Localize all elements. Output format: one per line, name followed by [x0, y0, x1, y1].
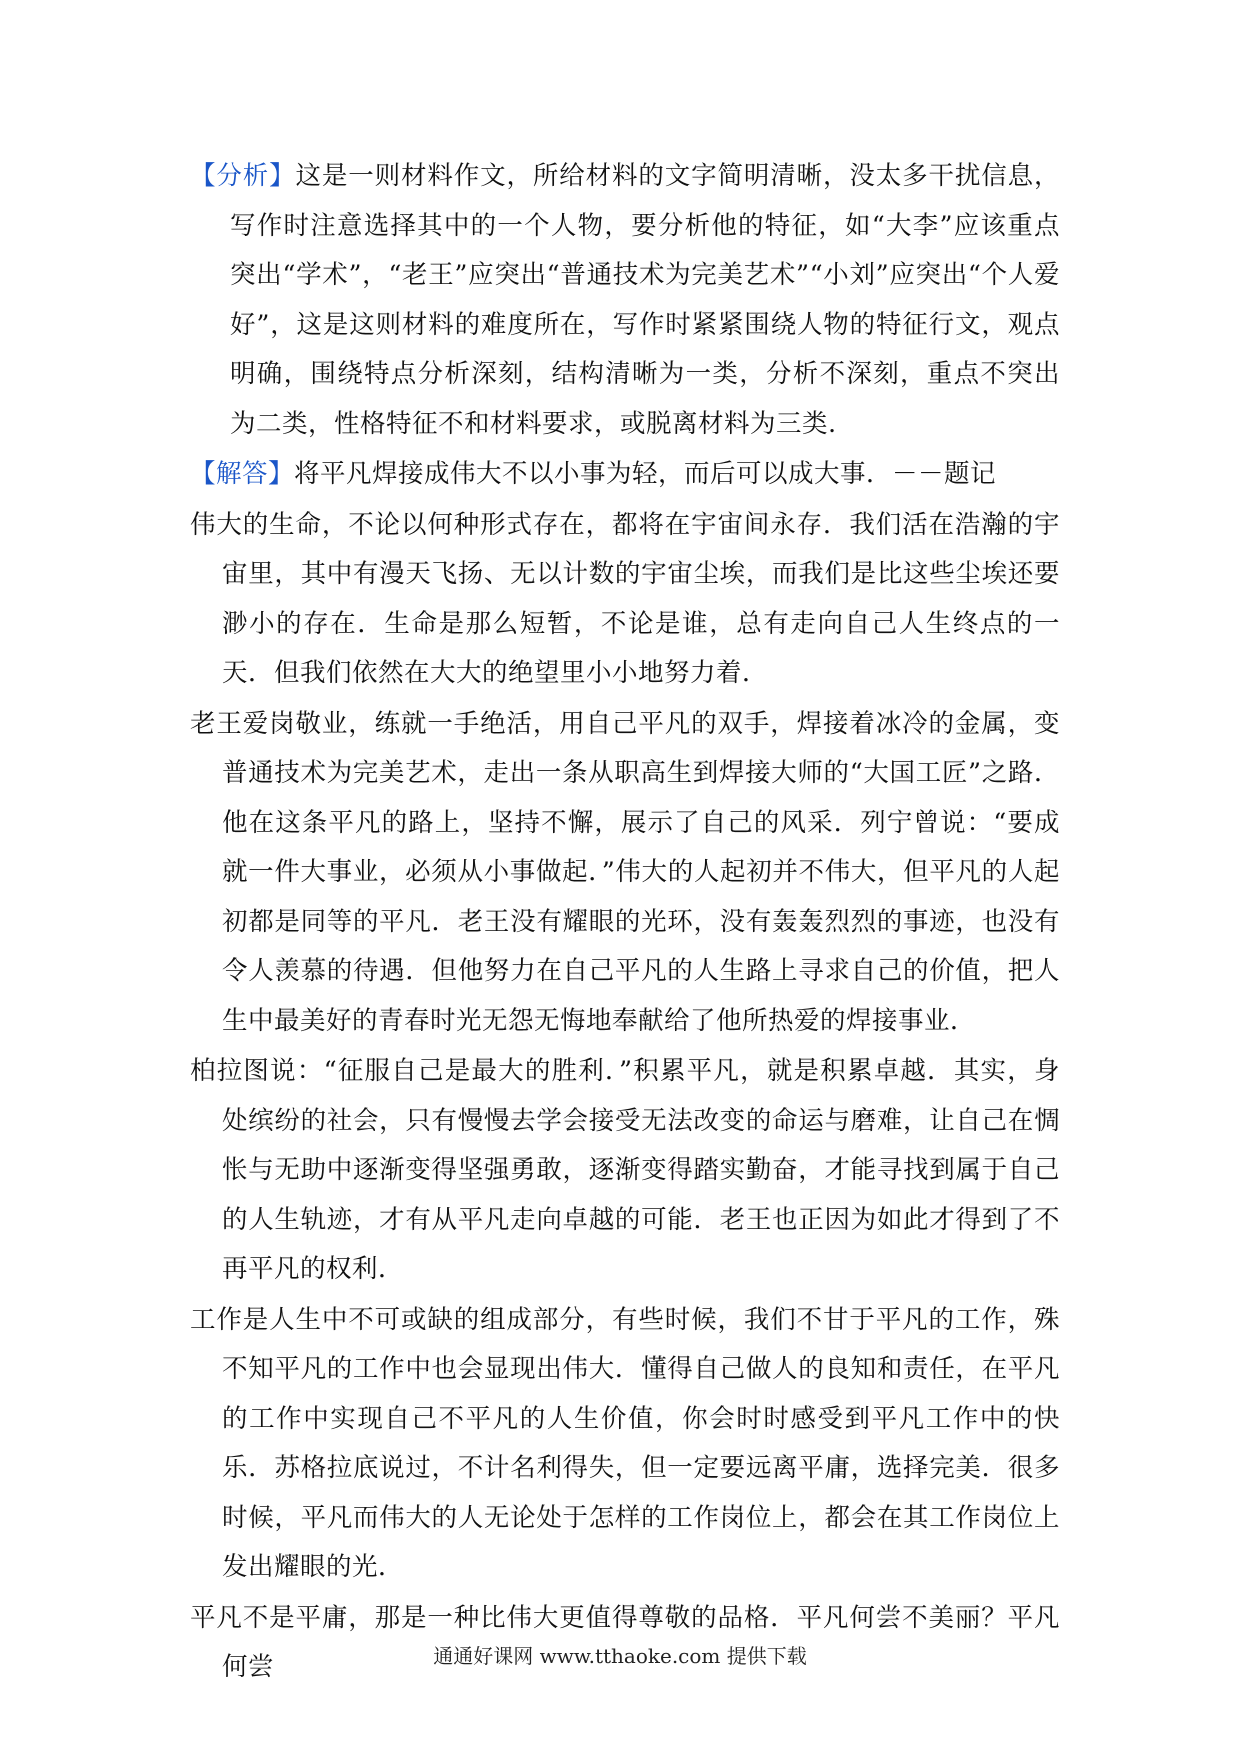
essay-paragraph-2: 老王爱岗敬业，练就一手绝活，用自己平凡的双手，焊接着冰冷的金属，变普通技术为完美艺术，走出一条从职高生到焊接大师的“大国工匠”之路．他在这条平凡的路上，坚持不懈，展示了自己的风采．列宁曾说：“要成就一件大事业，必须从小事做起．”伟大的人起初并不伟大，但平凡的人起初都是同等的平凡．老王没有耀眼的光环，没有轰轰烈烈的事迹，也没有令人羡慕的待遇．但他努力在自己平凡的人生路上寻求自己的价值，把人生中最美好的青春时光无怨无悔地奉献给了他所热爱的焊接事业．	[190, 708, 1060, 1036]
analysis-tag: 【分析】	[190, 161, 296, 191]
essay-paragraph-1: 伟大的生命，不论以何种形式存在，都将在宇宙间永存．我们活在浩瀚的宇宙里，其中有漫天飞扬、无以计数的宇宙尘埃，而我们是比这些尘埃还要渺小的存在．生命是那么短暂，不论是谁，总有走向自己人生终点的一天．但我们依然在大大的绝望里小小地努力着．	[190, 509, 1060, 688]
essay-paragraph-4: 工作是人生中不可或缺的组成部分，有些时候，我们不甘于平凡的工作，殊不知平凡的工作中也会显现出伟大．懂得自己做人的良知和责任，在平凡的工作中实现自己不平凡的人生价值，你会时时感受到平凡工作中的快乐．苏格拉底说过，不计名利得失，但一定要远离平庸，选择完美．很多时候，平凡而伟大的人无论处于怎样的工作岗位上，都会在其工作岗位上发出耀眼的光．	[190, 1304, 1060, 1582]
essay-paragraph-3: 柏拉图说：“征服自己是最大的胜利．”积累平凡，就是积累卓越．其实，身处缤纷的社会，只有慢慢去学会接受无法改变的命运与磨难，让自己在惆怅与无助中逐渐变得坚强勇敢，逐渐变得踏实勤奋，才能寻找到属于自己的人生轨迹，才有从平凡走向卓越的可能．老王也正因为如此才得到了不再平凡的权利．	[190, 1056, 1060, 1284]
essay-paragraph-5: 平凡不是平庸，那是一种比伟大更值得尊敬的品格．平凡何尝不美丽？平凡何尝	[190, 1602, 1060, 1682]
answer-text: 将平凡焊接成伟大不以小事为轻，而后可以成大事．－－题记	[294, 459, 997, 489]
page-footer: 通通好课网 www.tthaoke.com 提供下载	[433, 1644, 807, 1668]
analysis-text: 这是一则材料作文，所给材料的文字简明清晰，没太多干扰信息，写作时注意选择其中的一个人物，要分析他的特征，如“大李”应该重点突出“学术”，“老王”应突出“普通技术为完美艺术”“小刘”应突出“个人爱好”，这是这则材料的难度所在，写作时紧紧围绕人物的特征行文，观点明确，围绕特点分析深刻，结构清晰为一类，分析不深刻，重点不突出为二类，性格特征不和材料要求，或脱离材料为三类.	[230, 161, 1060, 439]
answer-paragraph	[190, 450, 1060, 500]
answer-tag: 【解答】	[190, 459, 295, 489]
document-body	[190, 152, 1060, 1693]
analysis-paragraph	[190, 152, 1060, 449]
